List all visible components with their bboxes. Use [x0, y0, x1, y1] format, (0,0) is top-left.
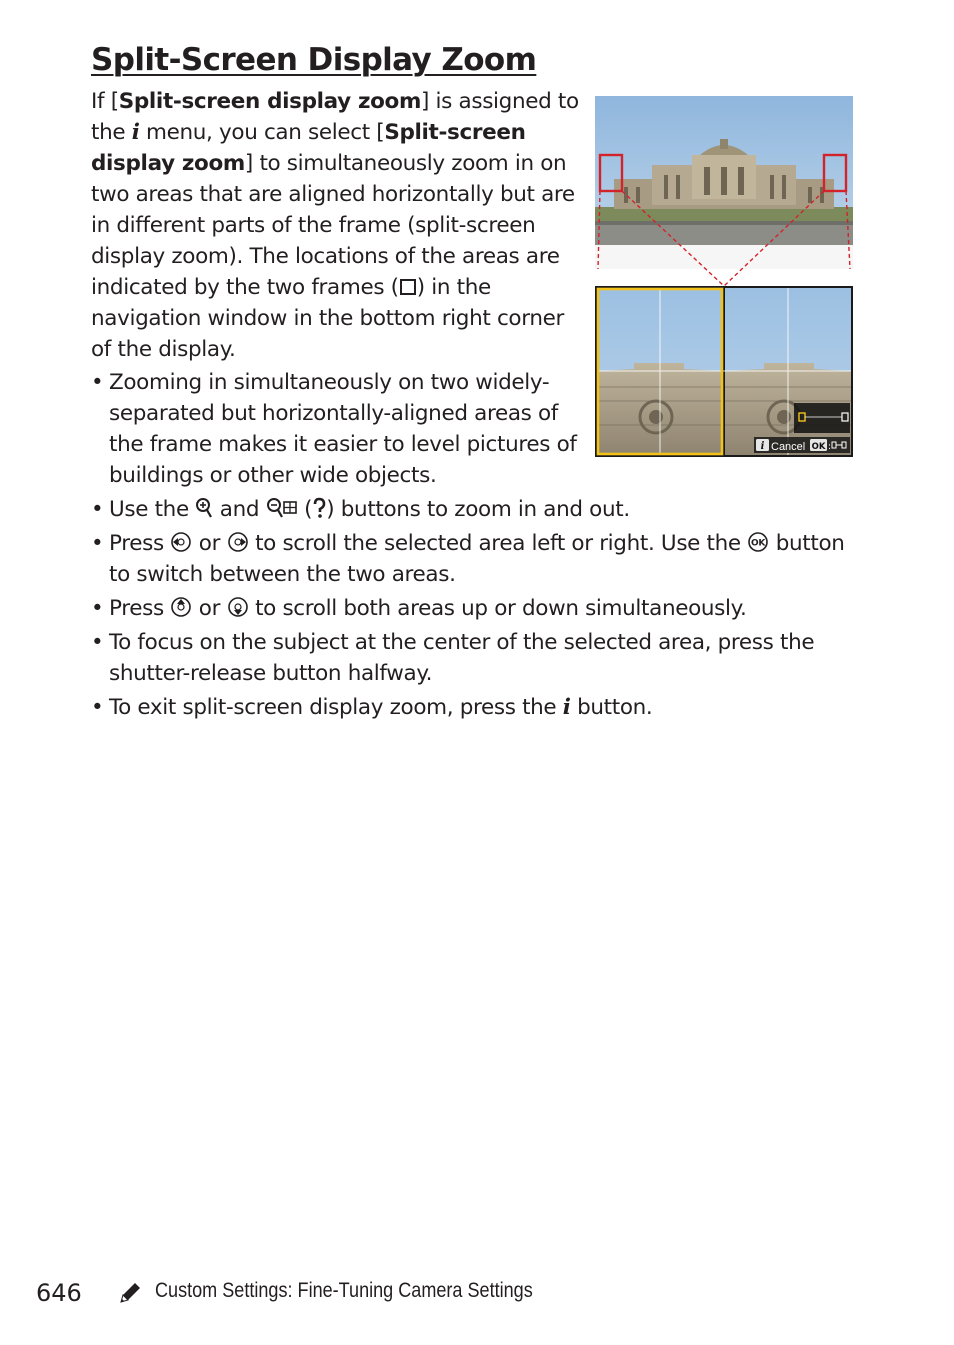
cancel-label: Cancel	[771, 441, 806, 453]
frame-icon	[399, 277, 417, 297]
list-item: • Use the and ( ) buttons to zoom in and out.	[91, 494, 861, 525]
navigation-window	[794, 403, 850, 433]
list-item: • Press or to scroll both areas up or down simultaneously.	[91, 593, 861, 624]
ok-label: OK	[811, 442, 826, 452]
full-frame-photo	[595, 96, 853, 269]
svg-text:OK: OK	[751, 538, 766, 549]
intro-paragraph: If [Split-screen display zoom] is assigned to the i menu, you can select [Split-screen display zoom] to simultaneously zoom in on two areas that are aligned horizontally but are in different parts of the frame (split-screen display zoom). The locations of the areas are indicated by the two frames ( ) in the navigation window in the bottom right corner of the display.	[91, 89, 579, 362]
multi-selector-right-icon	[227, 531, 249, 553]
footer-section-title: Custom Settings: Fine-Tuning Camera Settings	[155, 1279, 533, 1302]
pencil-icon	[117, 1280, 143, 1306]
i-button-icon: i	[562, 695, 571, 720]
list-item: • To focus on the subject at the center of the selected area, press the shutter-release button halfway.	[91, 627, 861, 689]
svg-text::: :	[828, 442, 832, 452]
multi-selector-left-icon	[170, 531, 192, 553]
list-item: • Press or to scroll the selected area left or right. Use the OK button to switch between the two areas.	[91, 528, 861, 590]
multi-selector-up-icon	[170, 596, 192, 618]
help-icon	[312, 497, 326, 519]
ok-button-icon	[747, 531, 769, 553]
list-item: • Zooming in simultaneously on two widely-separated but horizontally-aligned areas of the frame makes it easier to level pictures of buildings or other wide objects.	[91, 367, 579, 491]
list-item: • To exit split-screen display zoom, press the i button.	[91, 692, 861, 723]
figure-i-glyph: i	[760, 441, 765, 452]
page-title: Split-Screen Display Zoom	[91, 42, 537, 78]
zoom-in-icon	[195, 497, 213, 519]
multi-selector-down-icon	[227, 596, 249, 618]
i-button-icon: i	[131, 120, 140, 145]
page-number: 646	[36, 1279, 82, 1307]
split-screen-illustration	[594, 95, 854, 458]
zoom-out-thumbnail-icon	[266, 497, 298, 519]
help-bar	[754, 437, 850, 453]
split-screen-display	[595, 286, 853, 457]
